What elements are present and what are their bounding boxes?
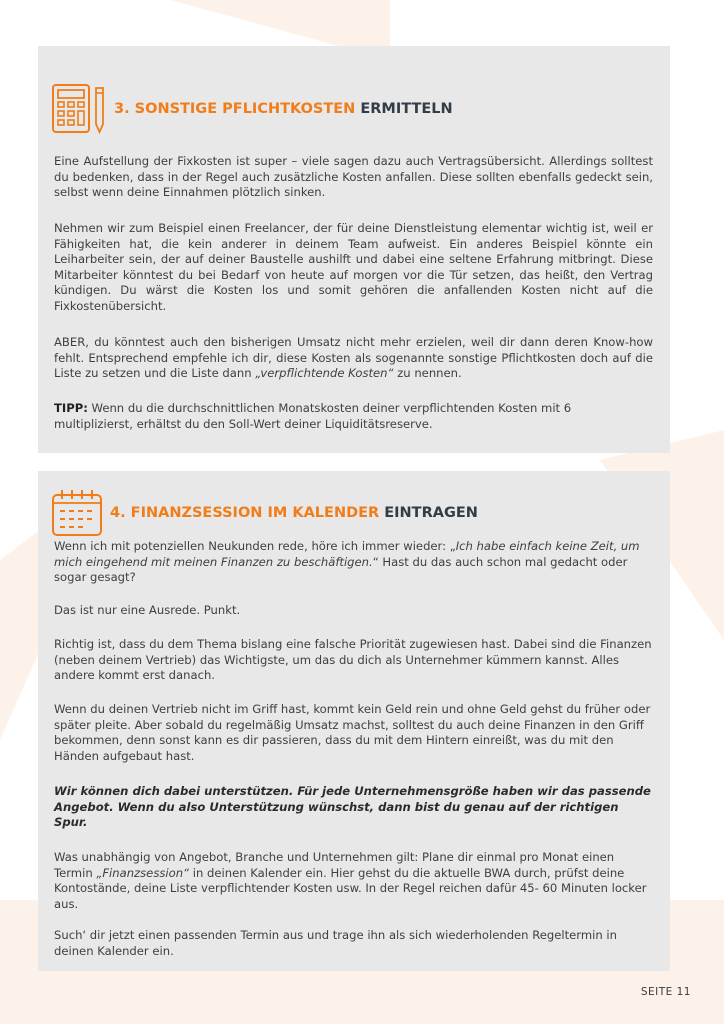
text-span: ABER, du könntest auch den bisherigen Umsatz nicht mehr erzielen, weil dir dann deren Know-how fehlt. Entsprechend empfehle ich dir, diese Kosten als sogenannte sonstige Pflichtkosten doch auf die Liste zu setzen und die Liste dann <box>54 335 653 381</box>
section-title <box>110 505 478 521</box>
paragraph <box>54 335 653 382</box>
title-dark: EINTRAGEN <box>384 505 478 521</box>
section-number: 3. <box>114 101 130 117</box>
text-span: Wenn ich mit potenziellen Neukunden rede, höre ich immer wieder: „ <box>54 539 456 553</box>
paragraph: Such‘ dir jetzt einen passenden Termin aus und trage ihn als sich wiederholenden Regeltermin in deinen Kalender ein. <box>54 928 617 958</box>
paragraph <box>54 539 653 586</box>
emphasis: „verpflichtende Kosten“ <box>255 366 394 381</box>
paragraph: Wenn du deinen Vertrieb nicht im Griff hast, kommt kein Geld rein und ohne Geld gehst du früher oder später pleite. Aber sobald du regelmäßig Umsatz machst, solltest du auch deine Finanzen in den Griff bekommen, denn sonst kann es dir passieren, dass du mit dem Hintern einreißt, was du mit den Händen aufgebaut hast. <box>54 702 651 763</box>
emphasis: „Finanzsession“ <box>96 865 190 880</box>
paragraph <box>54 850 653 912</box>
text-span: Was unabhängig von Angebot, Branche und Unternehmen gilt: Plane dir einmal pro Monat einen Termin <box>54 850 615 880</box>
section-card-finanzsession <box>38 471 670 971</box>
emphasis: Ich habe einfach keine Zeit, um mich eingehend mit meinen Finanzen zu beschäftigen. <box>54 539 640 569</box>
paragraph: Nehmen wir zum Beispiel einen Freelancer, der für deine Dienstleistung elementar wichtig ist, weil er Fähigkeiten hat, die kein anderer in deinem Team aufweist. Ein anderes Beispiel könnte ein Leiharbeiter sein, der auf deiner Baustelle aushilft und dabei eine seltene Erfahrung mitbringt. Diese Mitarbeiter könntest du bei Bedarf von heute auf morgen vor die Tür setzen, das heißt, den Vertrag kündigen. Du wärst die Kosten los und somit gehören die anfallenden Kosten nicht auf die Fixkostenübersicht. <box>54 221 653 313</box>
text-span: zu nennen. <box>393 366 462 381</box>
tip-label: TIPP: <box>54 401 88 415</box>
section-card-pflichtkosten <box>38 46 670 453</box>
highlight-paragraph: Wir können dich dabei unterstützen. Für jede Unternehmensgröße haben wir das passende Angebot. Wenn du also Unterstützung wünschst, dann bist du genau auf der richtigen Spur. <box>54 784 651 830</box>
text-span: in deinen Kalender ein. Hier gehst du die aktuelle BWA durch, prüfst deine Kontostände, deine Liste verpflichtender Kosten usw. In der Regel reichen dafür 45- 60 Minuten locker aus. <box>54 865 647 911</box>
title-accent: FINANZSESSION IM KALENDER <box>130 505 380 521</box>
paragraph: Richtig ist, dass du dem Thema bislang eine falsche Priorität zugewiesen hast. Dabei sind die Finanzen (neben deinem Vertrieb) das Wichtigste, um das du dich als Unternehmer kümmern kannst. Alles andere kommt erst danach. <box>54 637 652 683</box>
calculator-pencil-icon <box>52 84 108 134</box>
tip-text: Wenn du die durchschnittlichen Monatskosten deiner verpflichtenden Kosten mit 6 multiplizierst, erhältst du den Soll-Wert deiner Liquiditätsreserve. <box>54 401 572 431</box>
section-heading <box>52 489 478 537</box>
page-number: SEITE 11 <box>640 986 691 998</box>
section-title <box>114 101 453 117</box>
section-number: 4. <box>110 505 126 521</box>
calendar-icon <box>52 489 104 537</box>
tip-paragraph <box>54 401 653 432</box>
title-accent: SONSTIGE PFLICHTKOSTEN <box>134 101 356 117</box>
section-heading <box>52 84 453 134</box>
title-dark: ERMITTELN <box>360 101 453 117</box>
paragraph: Eine Aufstellung der Fixkosten ist super – viele sagen dazu auch Vertragsübersicht. Allerdings solltest du bedenken, dass in der Regel auch zusätzliche Kosten anfallen. Diese sollten ebenfalls gedeckt sein, selbst wenn deine Einnahmen plötzlich sinken. <box>54 154 653 200</box>
text-span: “ Hast du das auch schon mal gedacht oder sogar gesagt? <box>54 554 628 585</box>
paragraph: Das ist nur eine Ausrede. Punkt. <box>54 603 241 617</box>
